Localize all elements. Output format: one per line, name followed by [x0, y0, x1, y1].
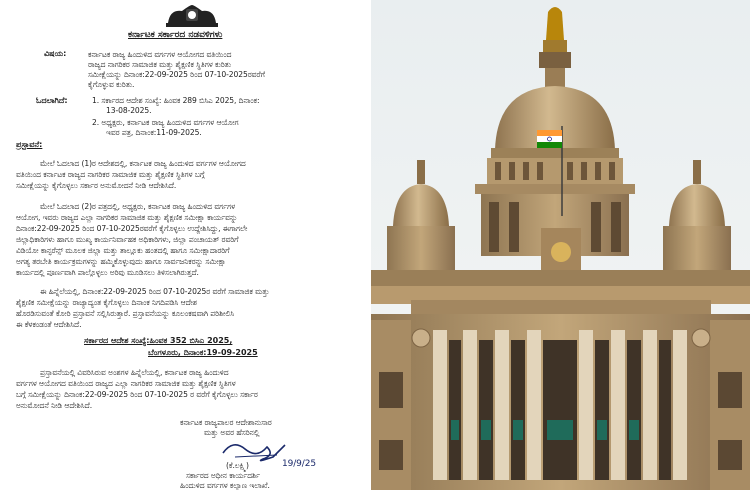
paragraph-line: ಆಯೋಗ, ಇವರು ರಾಜ್ಯದ ಎಲ್ಲಾ ನಾಗರಿಕರ ಸಾಮಾಜಿಕ ಮತ್ತು ಶೈಕ್ಷಣಿಕ ಸಮೀಕ್ಷಾ ಕಾರ್ಯವನ್ನು [16, 213, 238, 222]
paragraph-line: ಮೇಲೆ ಓದಲಾದ (1)ರ ಆದೇಶದಲ್ಲಿ, ಕರ್ನಾಟಕ ರಾಜ್ಯ ಹಿಂದುಳಿದ ವರ್ಗಗಳ ಆಯೋಗದ [40, 159, 246, 168]
reference-label: ಓದಲಾಗಿದೆ: [36, 96, 68, 105]
paragraph-line: ಶೈಕ್ಷಣಿಕ ಸಮೀಕ್ಷೆಯನ್ನು ರಾಜ್ಯಾದ್ಯಂತ ಕೈಗೊಳ್ಳಲು ದಿನಾಂಕ ನಿಗದಿಪಡಿಸಿ ಆದೇಶ [16, 298, 197, 307]
signature-date: 19/9/25 [282, 459, 316, 469]
paragraph-line: ಅಗತ್ಯ ತರಬೇತಿ ಕಾರ್ಯಕ್ರಮಗಳನ್ನು ಹಮ್ಮಿಕೊಳ್ಳುವುದು ಹಾಗೂ ಸಾರ್ವಜನಿಕರನ್ನು ಸಮೀಕ್ಷಾ [16, 257, 226, 266]
reference-item: ಇವರ ಪತ್ರ, ದಿನಾಂಕ:11-09-2025. [106, 128, 202, 137]
reference-item: 13-08-2025. [106, 106, 152, 115]
paragraph-line: ವರ್ಗಗಳ ಆಯೋಗದ ವತಿಯಿಂದ ರಾಜ್ಯದ ಎಲ್ಲಾ ನಾಗರಿಕರ ಸಾಮಾಜಿಕ ಮತ್ತು ಶೈಕ್ಷಣಿಕ ಸ್ಥಿತಿಗಳ [16, 379, 236, 388]
vidhana-soudha-photo [371, 0, 750, 490]
paragraph-line: ಪ್ರಸ್ತಾವನೆಯಲ್ಲಿ ವಿವರಿಸಿರುವ ಅಂಶಗಳ ಹಿನ್ನೆಲೆಯಲ್ಲಿ, ಕರ್ನಾಟಕ ರಾಜ್ಯ ಹಿಂದುಳಿದ [40, 368, 229, 377]
closing-line: ಮತ್ತು ಅವರ ಹೆಸರಿನಲ್ಲಿ [204, 428, 260, 437]
paragraph-line: ದಿನಾಂಕ:22-09-2025 ರಿಂದ 07-10-2025ರವರೆಗೆ ಕೈಗೊಳ್ಳಲು ಉದ್ದೇಶಿಸಿದ್ದು, ಈಗಾಗಲೇ [16, 224, 248, 233]
signatory-department: ಹಿಂದುಳಿದ ವರ್ಗಗಳ ಕಲ್ಯಾಣ ಇಲಾಖೆ. [180, 481, 270, 490]
paragraph-line: ಕಾರ್ಯದಲ್ಲಿ ಪೂರ್ಣವಾಗಿ ಪಾಲ್ಗೊಳ್ಳಲು ಅರಿವು ಮೂಡಿಸಲು ತಿಳಿಸಲಾಗಿರುತ್ತದೆ. [16, 268, 199, 277]
closing-line: ಕರ್ನಾಟಕ ರಾಜ್ಯಪಾಲರ ಆದೇಶಾನುಸಾರ [180, 418, 272, 427]
paragraph-line: ಈ ಕೆಳಕಂಡಂತೆ ಆದೇಶಿಸಿದೆ. [16, 320, 82, 329]
paragraph-line: ಬಗ್ಗೆ ಸಮೀಕ್ಷೆಯನ್ನು ದಿನಾಂಕ:22-09-2025 ರಿಂದ 07-10-2025 ರ ವರೆಗೆ ಕೈಗೊಳ್ಳಲು ಸರ್ಕಾರ [16, 390, 258, 399]
preamble-label: ಪ್ರಸ್ತಾವನೆ: [16, 140, 43, 149]
paragraph-line: ಈ ಹಿನ್ನೆಲೆಯಲ್ಲಿ, ದಿನಾಂಕ:22-09-2025 ರಿಂದ 07-10-2025ರ ವರೆಗೆ ಸಾಮಾಜಿಕ ಮತ್ತು [40, 287, 270, 296]
paragraph-line: ಹೊರಡಿಸುವಂತೆ ಕೋರಿ ಪ್ರಸ್ತಾವನೆ ಸಲ್ಲಿಸಿರುತ್ತಾರೆ. ಪ್ರಸ್ತಾವನೆಯನ್ನು ಕೂಲಂಕಷವಾಗಿ ಪರಿಶೀಲಿಸಿ [16, 309, 234, 318]
signatory-name: (ಕೆ.ಲಕ್ಷ್ಮಿ) [226, 461, 249, 470]
state-emblem-icon [160, 3, 224, 29]
subject-line: ಕರ್ನಾಟಕ ರಾಜ್ಯ ಹಿಂದುಳಿದ ವರ್ಗಗಳ ಆಯೋಗದ ವತಿಯಿಂದ [88, 50, 232, 59]
reference-item: 1. ಸರ್ಕಾರದ ಆದೇಶ ಸಂಖ್ಯೆ: ಹಿಂವಕ 289 ಬಿಸಿಎ 2025, ದಿನಾಂಕ: [92, 96, 260, 105]
signatory-title: ಸರ್ಕಾರದ ಅಧೀನ ಕಾರ್ಯದರ್ಶಿ [186, 471, 260, 480]
subject-line: ಸಮೀಕ್ಷೆಯನ್ನು ದಿನಾಂಕ:22-09-2025 ರಿಂದ 07-10-2025ರವರೆಗೆ [88, 70, 265, 79]
order-number: ಸರ್ಕಾರದ ಆದೇಶ ಸಂಖ್ಯೆ:ಹಿಂವಕ 352 ಬಿಸಿಎ 2025, [84, 336, 233, 345]
paragraph-line: ವತಿಯಿಂದ ಕರ್ನಾಟಕ ರಾಜ್ಯದ ನಾಗರಿಕರ ಸಾಮಾಜಿಕ ಮತ್ತು ಶೈಕ್ಷಣಿಕ ಸ್ಥಿತಿಗಳ ಬಗ್ಗೆ [16, 170, 205, 179]
government-order-document [0, 0, 371, 490]
document-header: ಕರ್ನಾಟಕ ಸರ್ಕಾರದ ನಡವಳಿಗಳು [128, 30, 223, 40]
paragraph-line: ವಿಡಿಯೋ ಕಾನ್ಫರೆನ್ಸ್ ಮೂಲಕ ಜಿಲ್ಲಾ ಮತ್ತು ತಾಲ್ಲೂಕು ಹಂತದಲ್ಲಿ ಹಾಗೂ ಸಮೀಕ್ಷಾದಾರರಿಗೆ [16, 246, 230, 255]
paragraph-line: ಸಮೀಕ್ಷೆಯನ್ನು ಕೈಗೊಳ್ಳಲು ಸರ್ಕಾರ ಅನುಮೋದನೆ ನೀಡಿ ಆದೇಶಿಸಿದೆ. [16, 181, 177, 190]
order-place-date: ಬೆಂಗಳೂರು, ದಿನಾಂಕ:19-09-2025 [148, 348, 258, 357]
paragraph-line: ಮೇಲೆ ಓದಲಾದ (2)ರ ಪತ್ರದಲ್ಲಿ, ಅಧ್ಯಕ್ಷರು, ಕರ್ನಾಟಕ ರಾಜ್ಯ ಹಿಂದುಳಿದ ವರ್ಗಗಳ [40, 202, 236, 211]
subject-line: ರಾಜ್ಯದ ನಾಗರಿಕರ ಸಾಮಾಜಿಕ ಮತ್ತು ಶೈಕ್ಷಣಿಕ ಸ್ಥಿತಿಗಳ ಕುರಿತು [88, 60, 232, 69]
building-image [371, 0, 750, 490]
paragraph-line: ಅನುಮೋದನೆ ನೀಡಿ ಆದೇಶಿಸಿದೆ. [16, 401, 93, 410]
reference-item: 2. ಅಧ್ಯಕ್ಷರು, ಕರ್ನಾಟಕ ರಾಜ್ಯ ಹಿಂದುಳಿದ ವರ್ಗಗಳ ಆಯೋಗ [92, 118, 239, 127]
subject-label: ವಿಷಯ: [44, 49, 67, 58]
paragraph-line: ಜಿಲ್ಲಾಧಿಕಾರಿಗಳು ಹಾಗೂ ಮುಖ್ಯ ಕಾರ್ಯನಿರ್ವಾಹಕ ಅಧಿಕಾರಿಗಳು, ಜಿಲ್ಲಾ ಪಂಚಾಯತ್ ರವರಿಗೆ [16, 235, 239, 244]
subject-line: ಕೈಗೊಳ್ಳುವ ಕುರಿತು. [88, 80, 135, 89]
